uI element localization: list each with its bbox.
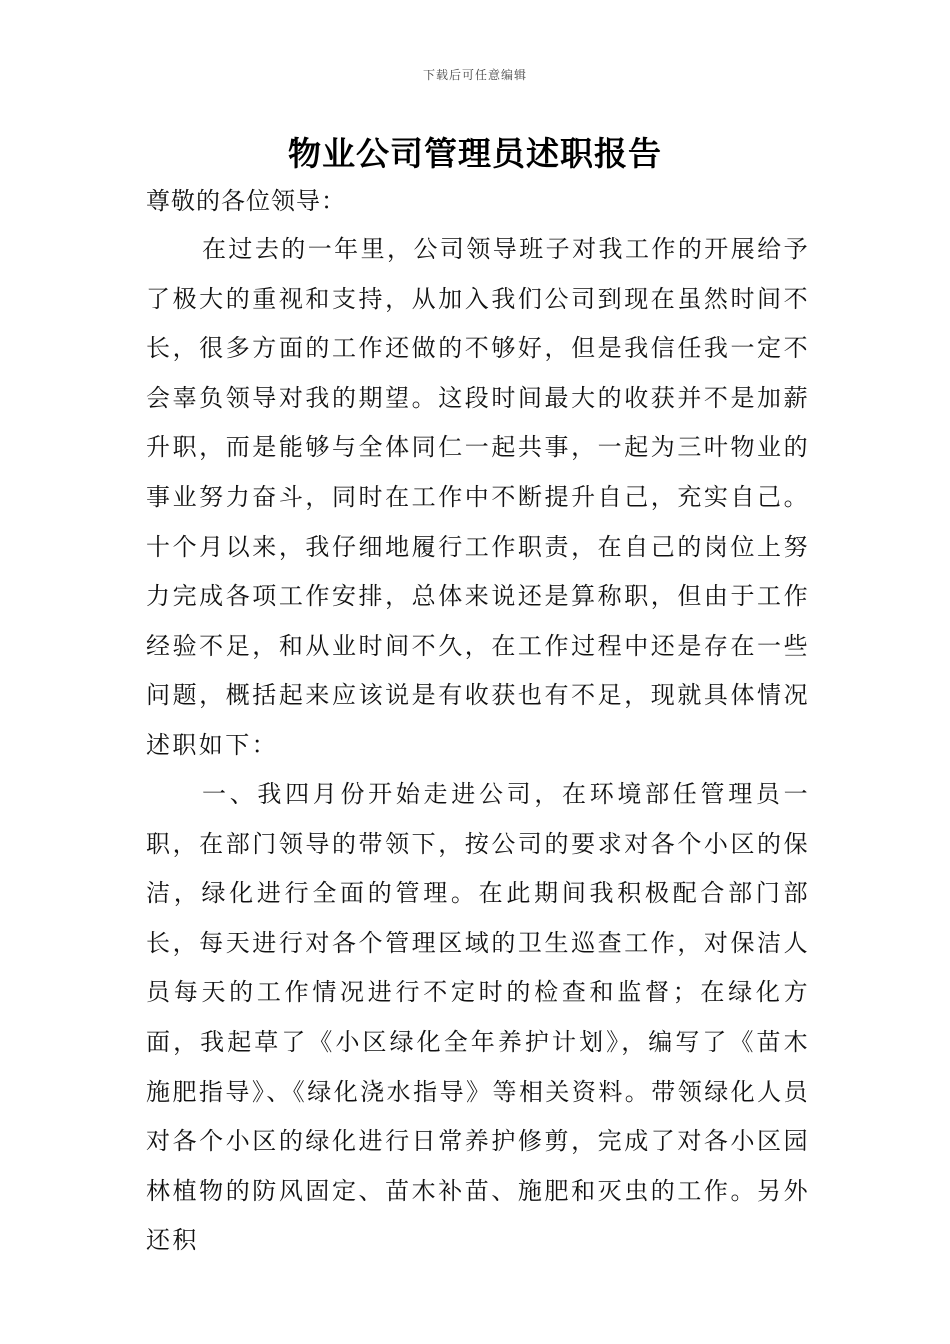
header-note: 下载后可任意编辑 (422, 68, 527, 82)
document-title: 物业公司管理员述职报告 (288, 134, 662, 173)
body-paragraph-2 (146, 770, 810, 1266)
paragraph-text: 一、我四月份开始走进公司，在环境部任管理员一职，在部门领导的带领下，按公司的要求对各个小区的保洁，绿化进行全面的管理。在此期间我积极配合部门部长，每天进行对各个管理区域的卫生巡查工作，对保洁人员每天的工作情况进行不定时的检查和监督；在绿化方面，我起草了《小区绿化全年养护计划》，编写了《苗木施肥指导》、《绿化浇水指导》等相关资料。带领绿化人员对各个小区的绿化进行日常养护修剪，完成了对各小区园林植物的防风固定、苗木补苗、施肥和灭虫的工作。另外还积 (146, 780, 810, 1255)
paragraph-text: 在过去的一年里，公司领导班子对我工作的开展给予了极大的重视和支持，从加入我们公司到现在虽然时间不长，很多方面的工作还做的不够好，但是我信任我一定不会辜负领导对我的期望。这段时间最大的收获并不是加薪升职，而是能够与全体同仁一起共事，一起为三叶物业的事业努力奋斗，同时在工作中不断提升自己，充实自己。十个月以来，我仔细地履行工作职责，在自己的岗位上努力完成各项工作安排，总体来说还是算称职，但由于工作经验不足，和从业时间不久，在工作过程中还是存在一些问题，概括起来应该说是有收获也有不足，现就具体情况述职如下： (146, 235, 810, 759)
salutation: 尊敬的各位领导： (146, 187, 346, 215)
body-paragraph-1 (146, 225, 810, 771)
